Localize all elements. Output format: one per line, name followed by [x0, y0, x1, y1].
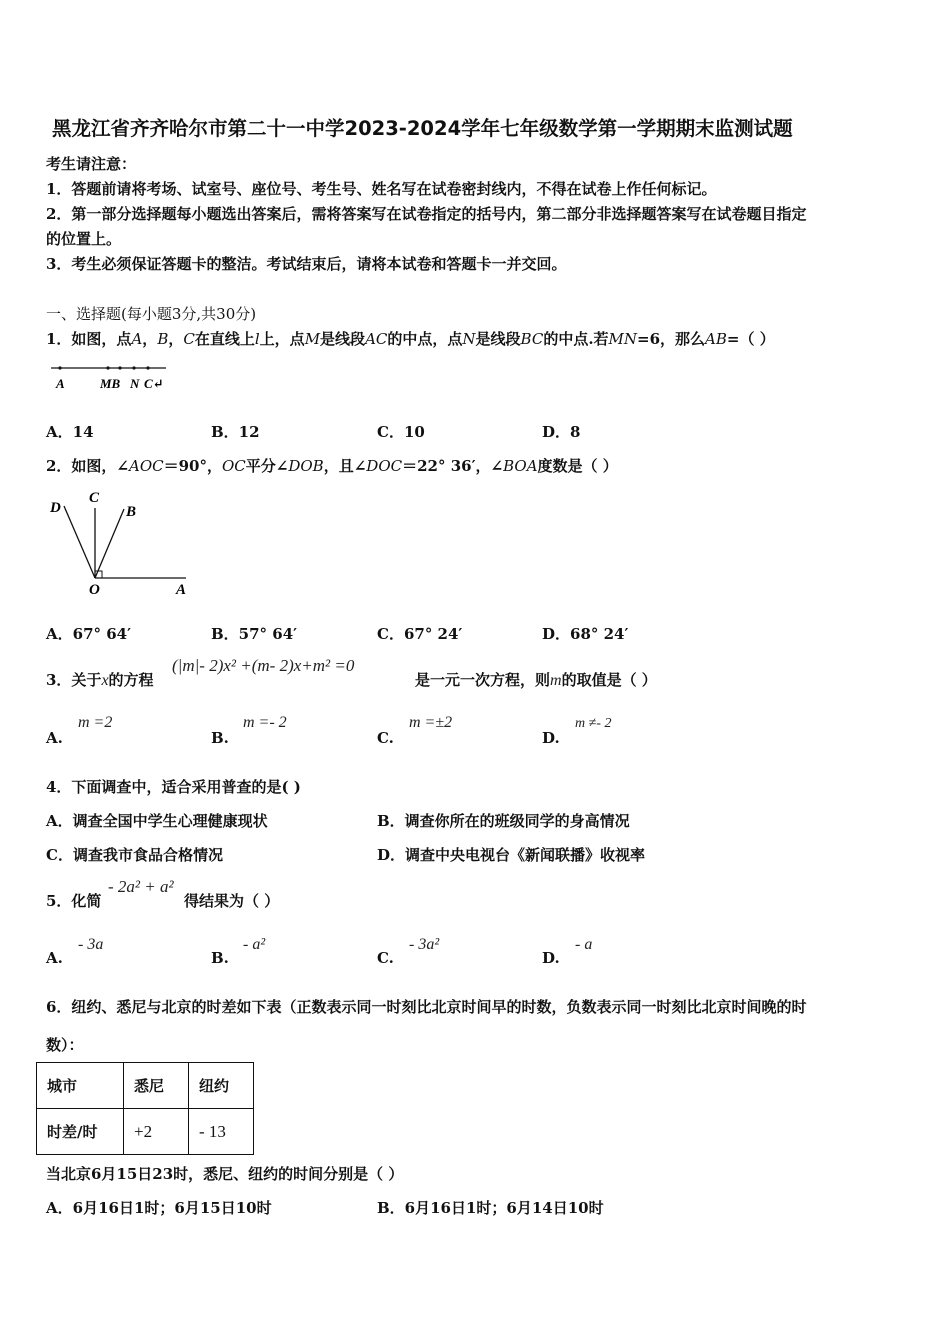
notice-item: 1．答题前请将考场、试室号、座位号、考生号、姓名写在试卷密封线内，不得在试卷上作任何标记。	[46, 180, 717, 198]
q4-option-c: C．调查我市食品合格情况	[46, 846, 223, 864]
point-n	[132, 366, 135, 369]
notice-item: 的位置上。	[46, 230, 122, 248]
ray-od	[64, 506, 95, 578]
q5-option-a: - 3a	[78, 936, 104, 953]
q3-option-b: m =- 2	[243, 714, 287, 731]
q3-option-d-letter: D.	[542, 729, 560, 747]
section-heading: 一、选择题(每小题3分,共30分)	[46, 305, 257, 323]
notice-item: 3．考生必须保证答题卡的整洁。考试结束后，请将本试卷和答题卡一并交回。	[46, 255, 567, 273]
q3-option-c: m =±2	[409, 714, 453, 731]
table-cell: - 13	[189, 1109, 254, 1155]
q3-option-a: m =2	[78, 714, 113, 731]
table-cell: +2	[124, 1109, 189, 1155]
q5-option-b-letter: B.	[211, 949, 229, 967]
table-cell: 时差/时	[37, 1109, 124, 1155]
question-3-stem-end: 是一元一次方程，则m的取值是（ ）	[415, 671, 657, 689]
table-cell: 城市	[37, 1063, 124, 1109]
q4-option-b: B．调查你所在的班级同学的身高情况	[377, 812, 630, 830]
q6-option-b: B．6月16日1时；6月14日10时	[377, 1199, 604, 1217]
question-5-expression: - 2a² + a²	[108, 877, 174, 896]
point-m	[106, 366, 109, 369]
label-n: N	[130, 376, 140, 391]
q2-option-d: D．68° 24′	[542, 625, 629, 643]
ray-ob	[95, 509, 124, 578]
question-4-stem: 4．下面调查中，适合采用普查的是( )	[46, 778, 301, 796]
question-5-stem-end: 得结果为（ ）	[184, 892, 280, 910]
q2-option-c: C．67° 24′	[377, 625, 463, 643]
q1-option-b: B．12	[211, 423, 260, 441]
q6-option-a: A．6月16日1时；6月15日10时	[46, 1199, 272, 1217]
q3-option-d: m ≠- 2	[575, 716, 612, 731]
label-a: A	[56, 376, 65, 391]
table-row	[37, 1109, 254, 1155]
question-1-stem: 1．如图，点A，B，C在直线上l上，点M是线段AC的中点，点N是线段BC的中点.若MN=6，那么AB=（ ）	[46, 330, 775, 348]
question-2-figure	[44, 484, 194, 599]
label-mb: MB	[100, 376, 121, 391]
label-a: A	[176, 582, 187, 598]
table-cell: 悉尼	[124, 1063, 189, 1109]
q1-option-a: A．14	[46, 423, 94, 441]
table-cell: 纽约	[189, 1063, 254, 1109]
point-b	[118, 366, 121, 369]
label-b: B	[126, 504, 137, 520]
question-3-stem: 3．关于x的方程	[46, 671, 154, 689]
page-title: 黑龙江省齐齐哈尔市第二十一中学2023-2024学年七年级数学第一学期期末监测试题	[52, 117, 793, 140]
question-3-equation: (|m|- 2)x² +(m- 2)x+m² =0	[172, 656, 355, 675]
question-1-figure	[48, 360, 178, 394]
q5-option-a-letter: A.	[46, 949, 63, 967]
label-c: C↵	[144, 376, 164, 391]
label-d: D	[50, 500, 61, 516]
label-o: O	[89, 582, 100, 598]
question-6-question: 当北京6月15日23时，悉尼、纽约的时间分别是（ ）	[46, 1165, 404, 1183]
q2-option-b: B．57° 64′	[211, 625, 298, 643]
notice-heading: 考生请注意：	[46, 155, 137, 173]
q5-option-d-letter: D.	[542, 949, 560, 967]
label-c: C	[89, 490, 100, 506]
q1-option-c: C．10	[377, 423, 425, 441]
time-difference-table	[36, 1062, 254, 1155]
q3-option-c-letter: C.	[377, 729, 394, 747]
q4-option-d: D．调查中央电视台《新闻联播》收视率	[377, 846, 646, 864]
question-6-stem-cont: 数）：	[46, 1036, 84, 1054]
table-row	[37, 1063, 254, 1109]
q1-option-d: D．8	[542, 423, 581, 441]
q2-option-a: A．67° 64′	[46, 625, 132, 643]
question-5-stem: 5．化简	[46, 892, 102, 910]
q3-option-a-letter: A.	[46, 729, 63, 747]
point-c	[146, 366, 149, 369]
notice-item: 2．第一部分选择题每小题选出答案后，需将答案写在试卷指定的括号内，第二部分非选择题答案写在试卷题目指定	[46, 205, 807, 223]
point-a	[58, 366, 61, 369]
q3-option-b-letter: B.	[211, 729, 229, 747]
question-2-stem: 2．如图，∠AOC＝90°，OC平分∠DOB，且∠DOC＝22° 36′，∠BOA度数是（ ）	[46, 457, 618, 475]
question-6-stem: 6．纽约、悉尼与北京的时差如下表（正数表示同一时刻比北京时间早的时数，负数表示同一时刻比北京时间晚的时	[46, 998, 807, 1016]
q5-option-d: - a	[575, 936, 593, 953]
q4-option-a: A．调查全国中学生心理健康现状	[46, 812, 268, 830]
q5-option-c-letter: C.	[377, 949, 394, 967]
q5-option-c: - 3a²	[409, 936, 440, 953]
q5-option-b: - a²	[243, 936, 266, 953]
